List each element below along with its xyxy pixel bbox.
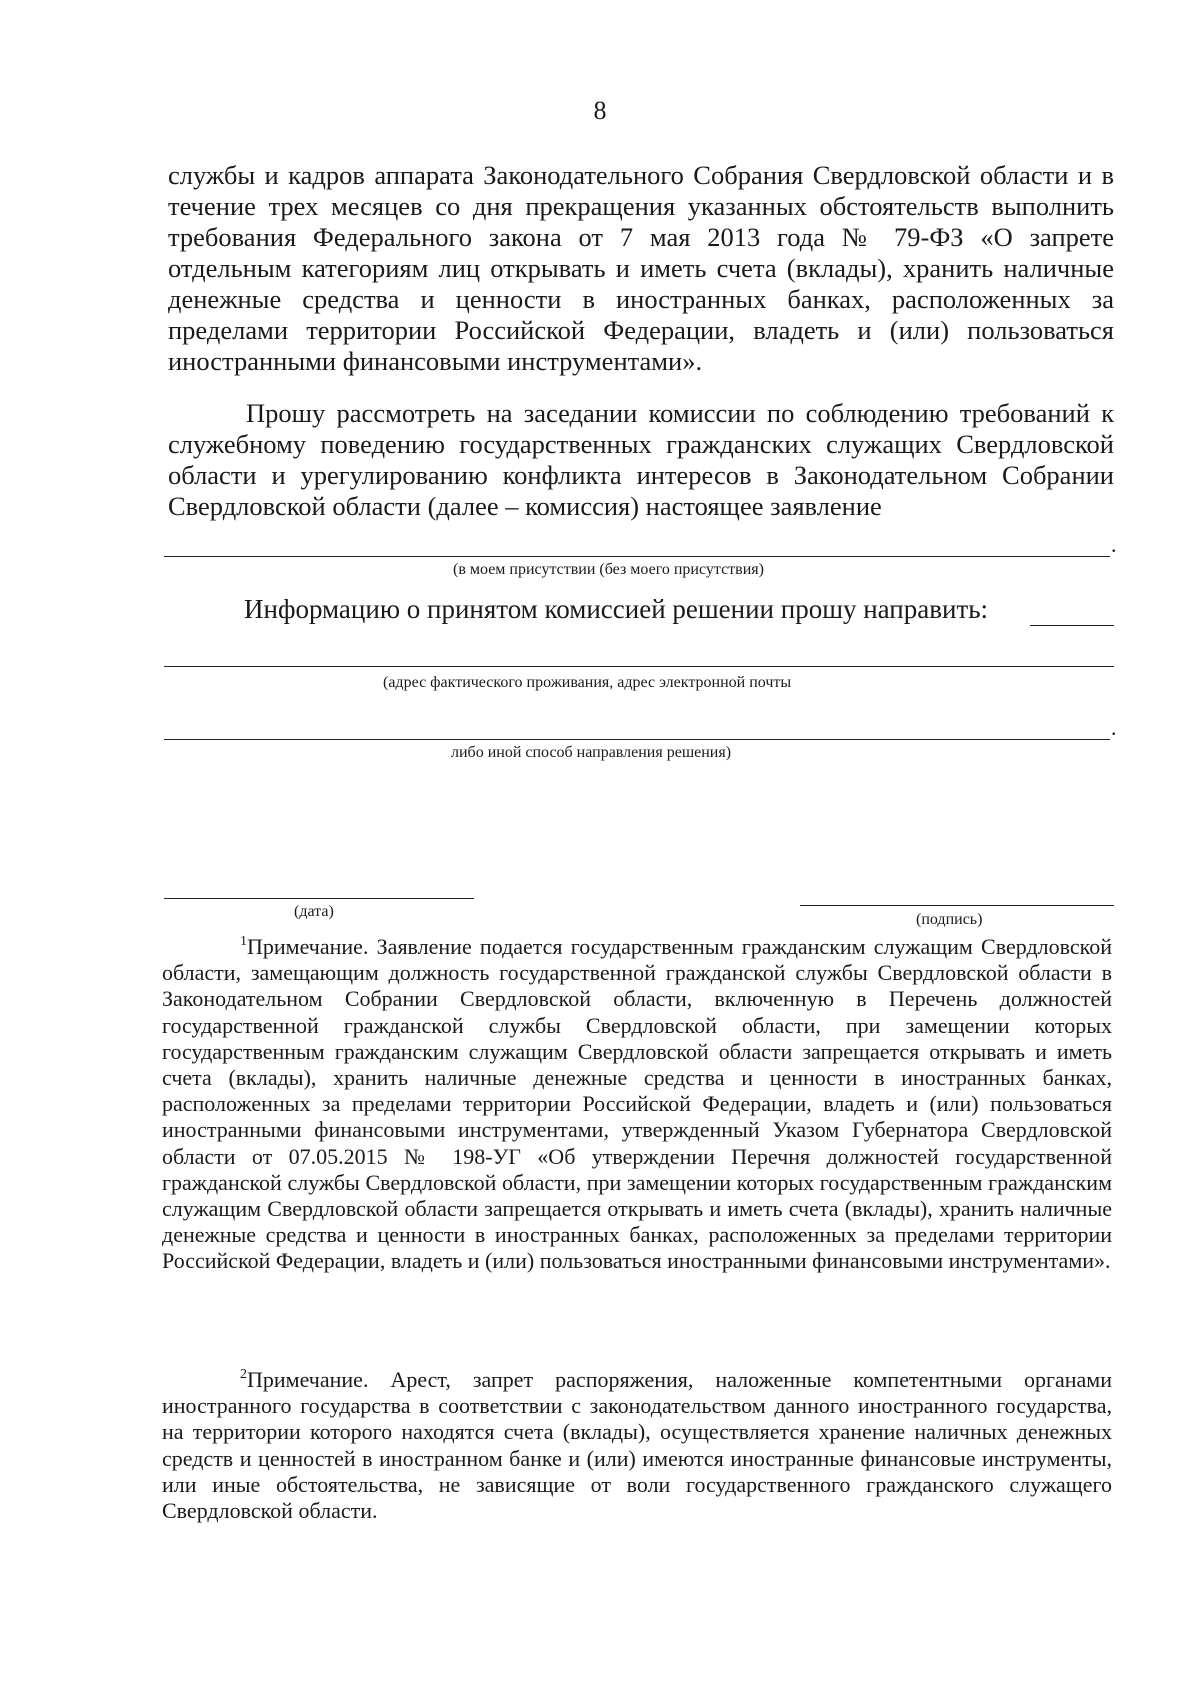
info-request-blank-line	[1030, 625, 1114, 626]
signature-caption: (подпись)	[916, 911, 983, 928]
footnote-2	[162, 1367, 1112, 1524]
footnote-1	[162, 934, 1112, 1275]
footnote-1-text: Примечание. Заявление подается государственным гражданским служащим Свердловской области, замещающим должность государственной гражданской службы Свердловской области в Законодательном Собрании Свердловской области, включенную в Перечень должностей государственной гражданской службы Свердловской области, при замещении которых государственным гражданским служащим Свердловской области запрещается открывать и иметь счета (вклады), хранить наличные денежные средства и ценности в иностранных банках, расположенных за пределами территории Российской Федерации, владеть и (или) пользоваться иностранными финансовыми инструментами, утвержденный Указом Губернатора Свердловской области от 07.05.2015 № 198-УГ «Об утверждении Перечня должностей государственной гражданской службы Свердловской области, при замещении которых государственным гражданским служащим Свердловской области запрещается открывать и иметь счета (вклады), хранить наличные денежные средства и ценности в иностранных банках, расположенных за пределами территории Российской Федерации, владеть и (или) пользоваться иностранными финансовыми инструментами».	[162, 934, 1112, 1274]
address-caption: (адрес фактического проживания, адрес электронной почты	[383, 674, 792, 691]
paragraph-continuation: службы и кадров аппарата Законодательного Собрания Свердловской области и в течение трех месяцев со дня прекращения указанных обстоятельств выполнить требования Федерального закона от 7 мая 2013 года № 79-ФЗ «О запрете отдельным категориям лиц открывать и иметь счета (вклады), хранить наличные денежные средства и ценности в иностранных банках, расположенных за пределами территории Российской Федерации, владеть и (или) пользоваться иностранными финансовыми инструментами».	[168, 160, 1114, 376]
paragraph-request: Прошу рассмотреть на заседании комиссии по соблюдению требований к служебному поведению государственных гражданских служащих Свердловской области и урегулированию конфликта интересов в Законодательном Собрании Свердловской области (далее – комиссия) настоящее заявление	[168, 398, 1114, 521]
date-caption: (дата)	[294, 903, 334, 920]
presence-blank-line	[164, 556, 1110, 557]
info-request-text: Информацию о принятом комиссией решении прошу направить:	[244, 594, 989, 624]
line-end-dot: .	[1111, 532, 1117, 557]
other-method-blank-line	[164, 739, 1110, 740]
date-blank-line	[164, 898, 474, 899]
signature-blank-line	[800, 905, 1114, 906]
page-number: 8	[593, 96, 607, 125]
footnote-2-text: Примечание. Арест, запрет распоряжения, наложенные компетентными органами иностранного государства в соответствии с законодательством данного иностранного государства, на территории которого находятся счета (вклады), осуществляется хранение наличных денежных средств и ценностей в иностранном банке и (или) имеются иностранные финансовые инструменты, или иные обстоятельства, не зависящие от воли государственного гражданского служащего Свердловской области.	[162, 1367, 1112, 1524]
line-end-dot-2: .	[1111, 715, 1117, 740]
footnote-2-mark: 2	[240, 1367, 247, 1382]
address-blank-line	[164, 666, 1114, 667]
presence-caption: (в моем присутствии (без моего присутствия)	[453, 561, 764, 578]
footnote-1-mark: 1	[240, 934, 247, 949]
other-method-caption: либо иной способ направления решения)	[451, 744, 732, 761]
